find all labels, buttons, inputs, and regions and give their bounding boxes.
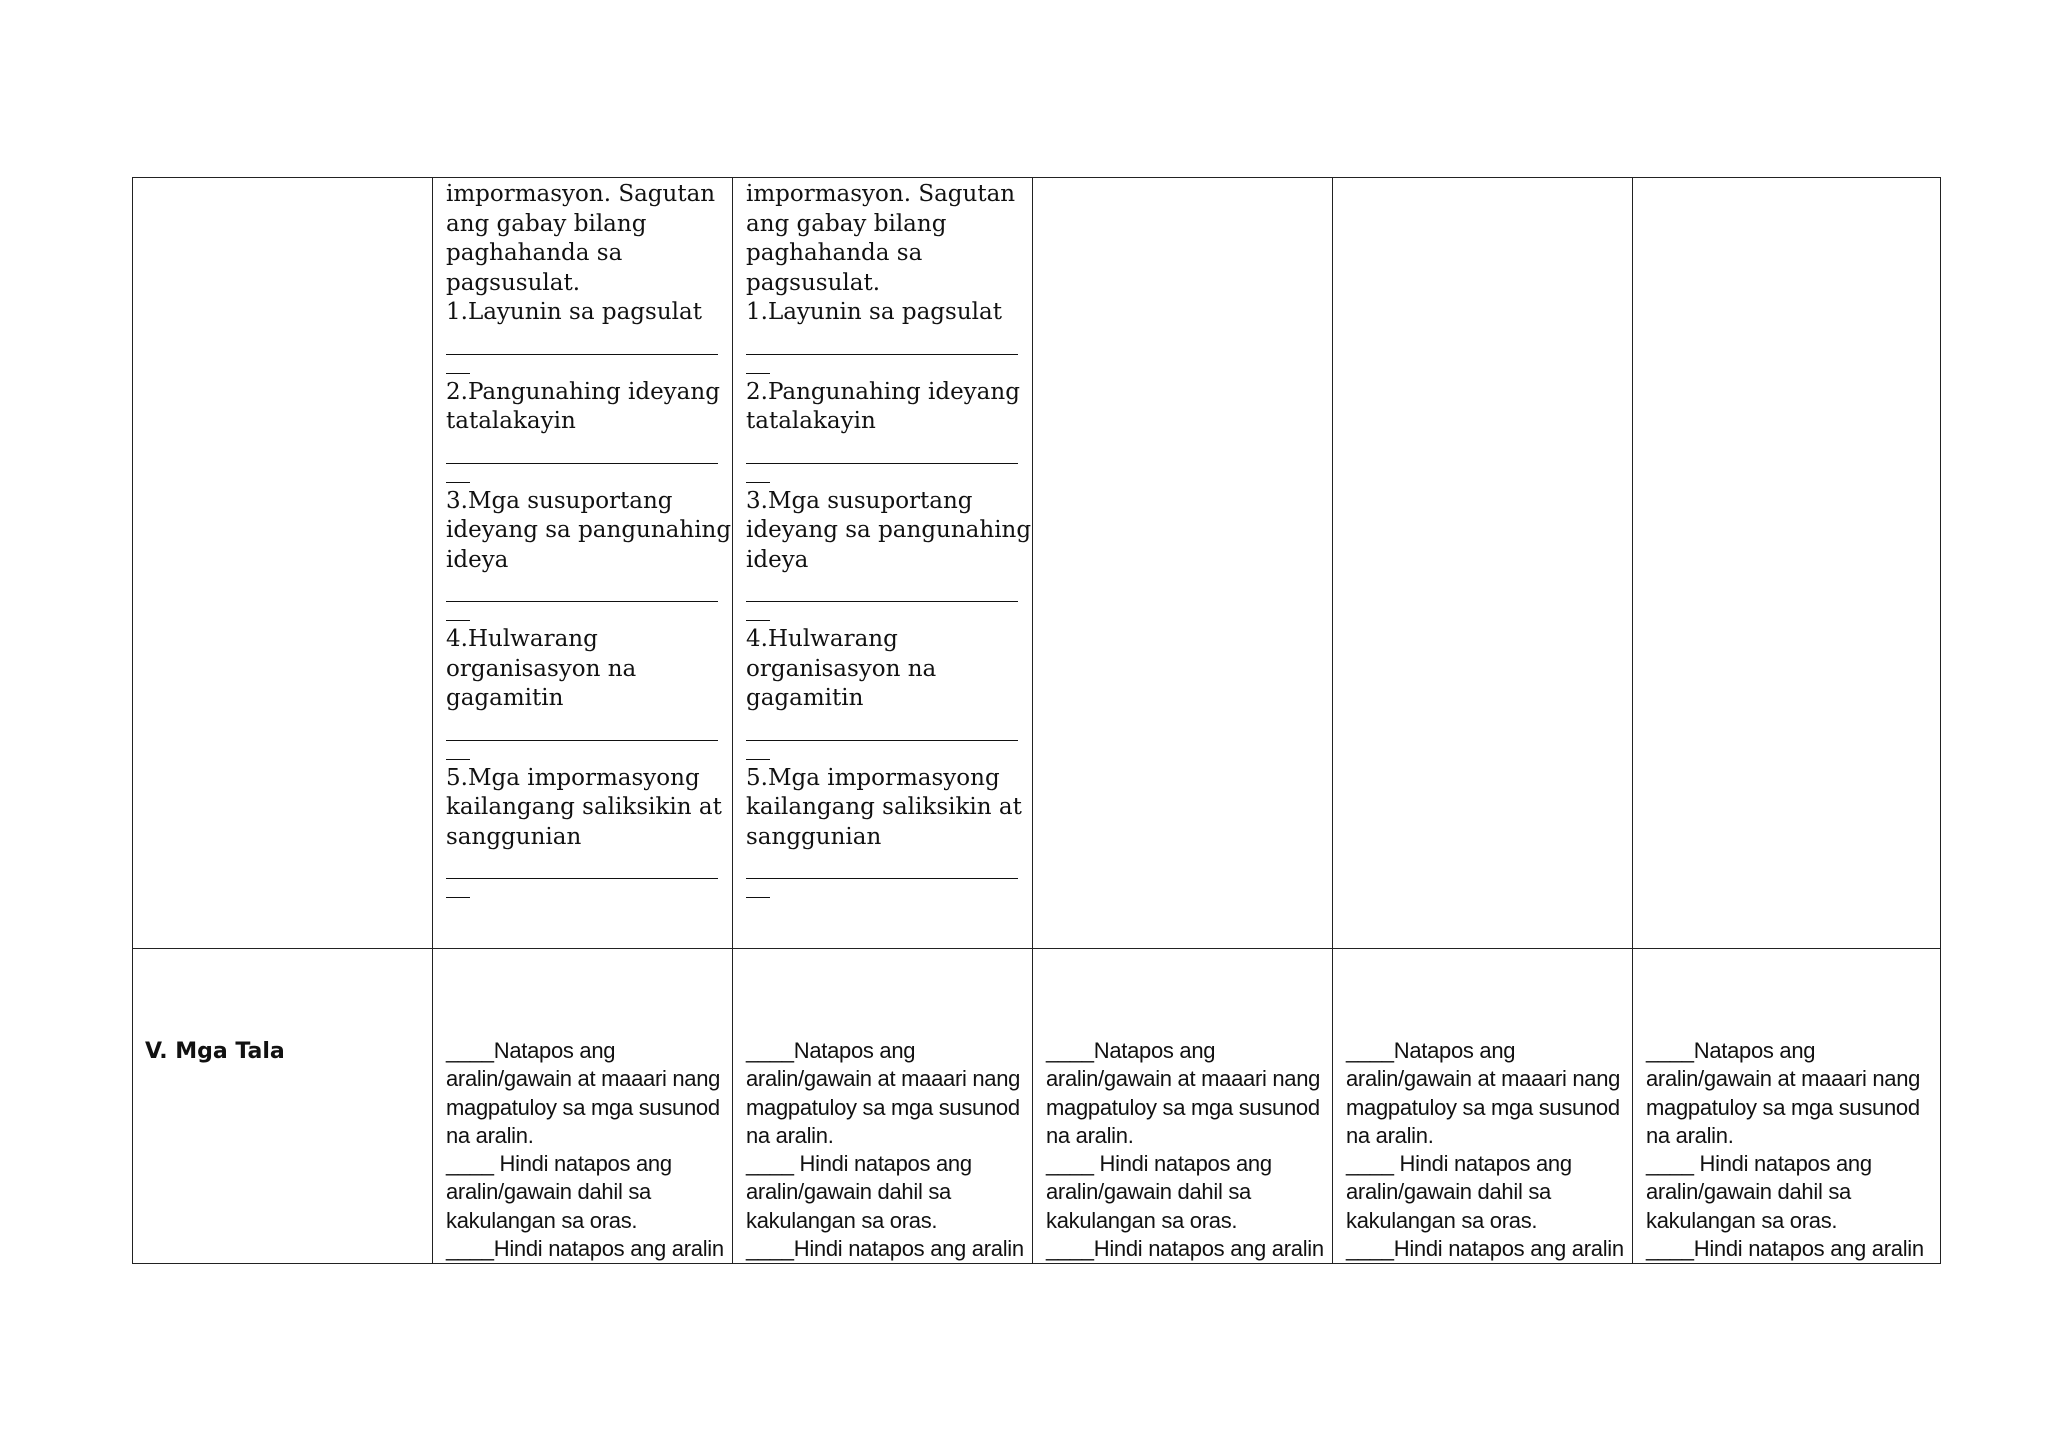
- answer-blank-line: [446, 878, 718, 879]
- notes-line: aralin/gawain dahil sa: [1046, 1179, 1251, 1205]
- notes-line: aralin/gawain dahil sa: [1646, 1179, 1851, 1205]
- answer-blank-line: [446, 463, 718, 464]
- guide-item-5: 5.Mga impormasyong: [746, 764, 1000, 791]
- answer-blank-tail: [746, 620, 770, 621]
- guide-item-3: ideyang sa pangunahing: [746, 517, 1032, 543]
- guide-item-3: 3.Mga susuportang: [446, 487, 673, 514]
- notes-line: aralin/gawain dahil sa: [446, 1179, 651, 1205]
- answer-blank-line: [746, 740, 1018, 741]
- guide-item-5: kailangang saliksikin at: [746, 794, 1022, 820]
- guide-intro-line: paghahanda sa: [446, 240, 623, 266]
- answer-blank-tail: [446, 373, 470, 374]
- notes-line: ____Natapos ang: [1046, 1038, 1216, 1063]
- empty-cell-day5: [1633, 178, 1941, 949]
- guide-intro-line: ang gabay bilang: [746, 210, 947, 237]
- notes-line: ____Hindi natapos ang aralin: [1346, 1236, 1624, 1262]
- notes-line: aralin/gawain dahil sa: [746, 1179, 951, 1205]
- section-label-mga-tala: V. Mga Tala: [145, 1039, 285, 1064]
- guide-item-4: 4.Hulwarang: [746, 626, 898, 652]
- guide-item-4: gagamitin: [746, 685, 864, 711]
- guide-cell-1: [433, 178, 733, 949]
- notes-line: kakulangan sa oras.: [446, 1207, 638, 1233]
- guide-item-4: organisasyon na: [746, 655, 937, 682]
- guide-item-5: sanggunian: [746, 823, 882, 850]
- guide-item-5: kailangang saliksikin at: [446, 794, 722, 820]
- notes-line: ____Hindi natapos ang aralin: [1046, 1236, 1324, 1262]
- guide-item-2: 2.Pangunahing ideyang: [446, 378, 720, 405]
- notes-line: aralin/gawain at maaari nang: [1646, 1066, 1921, 1092]
- guide-item-2: 2.Pangunahing ideyang: [746, 378, 1020, 405]
- answer-blank-line: [446, 354, 718, 355]
- guide-item-5: sanggunian: [446, 823, 582, 850]
- notes-line: ____ Hindi natapos ang: [1646, 1151, 1872, 1177]
- notes-line: kakulangan sa oras.: [1646, 1207, 1838, 1233]
- notes-cell-2: [733, 949, 1033, 1264]
- guide-item-3: ideya: [746, 546, 809, 573]
- answer-blank-tail: [746, 373, 770, 374]
- notes-line: ____Hindi natapos ang aralin: [1646, 1236, 1924, 1262]
- notes-line: ____Hindi natapos ang aralin: [446, 1236, 724, 1262]
- lesson-plan-table: [132, 177, 1941, 1264]
- answer-blank-tail: [446, 482, 470, 483]
- notes-line: na aralin.: [446, 1122, 534, 1148]
- guide-intro-line: paghahanda sa: [746, 240, 923, 266]
- notes-line: magpatuloy sa mga susunod: [1346, 1094, 1620, 1120]
- guide-item-2: tatalakayin: [446, 408, 576, 434]
- row-label-cell-empty: [133, 178, 433, 949]
- answer-blank-tail: [746, 482, 770, 483]
- notes-line: magpatuloy sa mga susunod: [1646, 1094, 1920, 1120]
- notes-line: aralin/gawain dahil sa: [1346, 1179, 1551, 1205]
- notes-line: na aralin.: [746, 1122, 834, 1148]
- notes-line: ____Natapos ang: [1346, 1038, 1516, 1063]
- notes-line: ____Natapos ang: [1646, 1038, 1816, 1063]
- answer-blank-line: [746, 463, 1018, 464]
- notes-cell-3: [1033, 949, 1333, 1264]
- table-row-guide: [133, 178, 1941, 949]
- guide-item-1: 1.Layunin sa pagsulat: [746, 299, 1002, 325]
- notes-line: ____Hindi natapos ang aralin: [746, 1236, 1024, 1262]
- notes-cell-4: [1333, 949, 1633, 1264]
- notes-line: ____ Hindi natapos ang: [746, 1151, 972, 1177]
- guide-item-3: ideyang sa pangunahing: [446, 517, 732, 543]
- guide-item-1: 1.Layunin sa pagsulat: [446, 299, 702, 325]
- guide-intro-line: impormasyon. Sagutan: [446, 181, 716, 207]
- answer-blank-line: [746, 878, 1018, 879]
- guide-item-2: tatalakayin: [746, 408, 876, 434]
- table-row-notes: [133, 949, 1941, 1264]
- notes-cell-1: [433, 949, 733, 1264]
- notes-line: magpatuloy sa mga susunod: [746, 1094, 1020, 1120]
- notes-line: kakulangan sa oras.: [746, 1207, 938, 1233]
- notes-line: ____Natapos ang: [446, 1038, 616, 1063]
- notes-line: ____ Hindi natapos ang: [1046, 1151, 1272, 1177]
- notes-line: na aralin.: [1046, 1122, 1134, 1148]
- empty-cell-day3: [1033, 178, 1333, 949]
- notes-line: ____ Hindi natapos ang: [1346, 1151, 1572, 1177]
- guide-item-4: organisasyon na: [446, 655, 637, 682]
- notes-cell-5: [1633, 949, 1941, 1264]
- answer-blank-tail: [446, 759, 470, 760]
- guide-intro-line: pagsusulat.: [446, 269, 581, 296]
- notes-line: magpatuloy sa mga susunod: [1046, 1094, 1320, 1120]
- notes-line: ____Natapos ang: [746, 1038, 916, 1063]
- empty-cell-day4: [1333, 178, 1633, 949]
- notes-line: na aralin.: [1646, 1122, 1734, 1148]
- guide-intro-line: pagsusulat.: [746, 269, 881, 296]
- notes-line: aralin/gawain at maaari nang: [1046, 1066, 1321, 1092]
- guide-intro-line: impormasyon. Sagutan: [746, 181, 1016, 207]
- answer-blank-line: [746, 601, 1018, 602]
- notes-line: aralin/gawain at maaari nang: [1346, 1066, 1621, 1092]
- notes-line: ____ Hindi natapos ang: [446, 1151, 672, 1177]
- notes-line: magpatuloy sa mga susunod: [446, 1094, 720, 1120]
- answer-blank-line: [746, 354, 1018, 355]
- guide-item-3: 3.Mga susuportang: [746, 487, 973, 514]
- notes-line: na aralin.: [1346, 1122, 1434, 1148]
- row-label-cell: [133, 949, 433, 1264]
- answer-blank-tail: [446, 897, 470, 898]
- guide-item-5: 5.Mga impormasyong: [446, 764, 700, 791]
- answer-blank-tail: [746, 759, 770, 760]
- guide-cell-2: [733, 178, 1033, 949]
- guide-intro-line: ang gabay bilang: [446, 210, 647, 237]
- answer-blank-tail: [446, 620, 470, 621]
- notes-line: kakulangan sa oras.: [1346, 1207, 1538, 1233]
- answer-blank-tail: [746, 897, 770, 898]
- notes-line: aralin/gawain at maaari nang: [746, 1066, 1021, 1092]
- notes-line: aralin/gawain at maaari nang: [446, 1066, 721, 1092]
- guide-item-4: gagamitin: [446, 685, 564, 711]
- guide-item-3: ideya: [446, 546, 509, 573]
- answer-blank-line: [446, 601, 718, 602]
- guide-item-4: 4.Hulwarang: [446, 626, 598, 652]
- notes-line: kakulangan sa oras.: [1046, 1207, 1238, 1233]
- answer-blank-line: [446, 740, 718, 741]
